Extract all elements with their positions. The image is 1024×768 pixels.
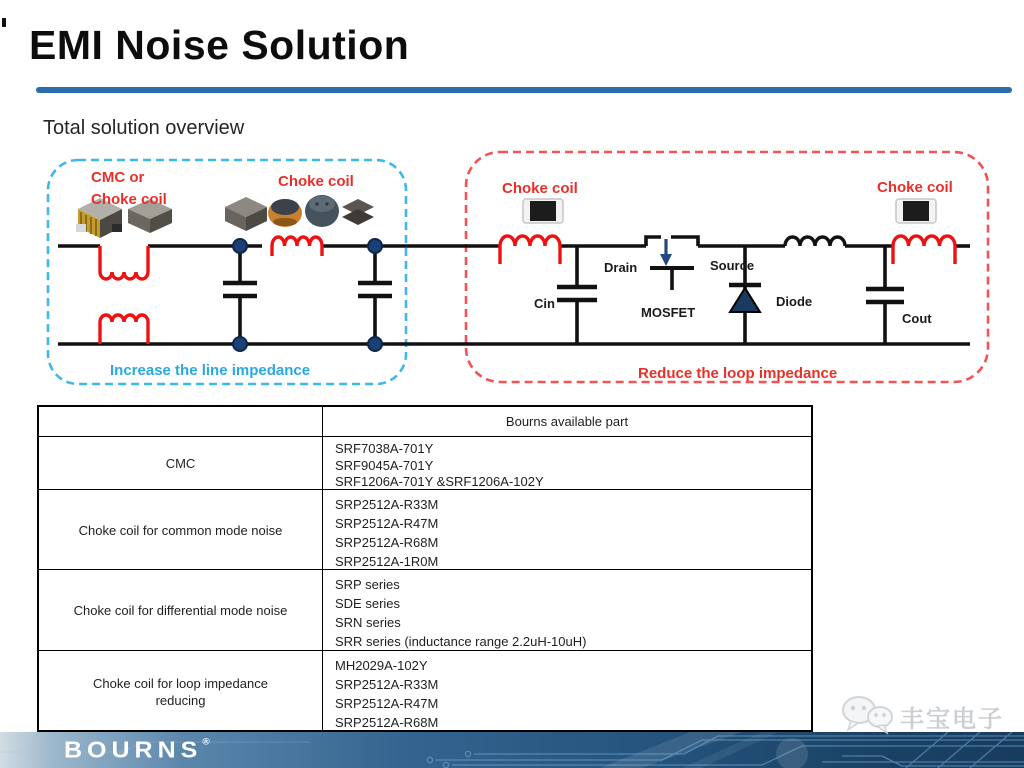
header-cell-parts: Bourns available part — [505, 414, 629, 429]
row-parts-cell: MH2029A-102Y SRP2512A-R33M SRP2512A-R47M SRP2512A-R68M — [335, 658, 439, 730]
emi-circuit-diagram — [0, 140, 1024, 392]
row-parts-cell: SRF7038A-701Y SRF9045A-701Y SRF1206A-701Y &SRF1206A-102Y — [335, 441, 544, 489]
choke-label-input: Choke coil — [502, 180, 578, 197]
round-component-photo — [305, 195, 339, 227]
slide-edge-artifact — [2, 18, 6, 27]
choke-label-output: Choke coil — [877, 179, 953, 196]
choke-component-photo-2 — [225, 197, 267, 231]
cin-cap — [557, 246, 597, 344]
footer-band — [0, 732, 1024, 768]
table-row — [39, 569, 811, 650]
table-row — [39, 489, 811, 569]
mosfet-symbol — [650, 239, 694, 290]
toroid-component-photo — [268, 199, 302, 227]
cout-cap — [866, 246, 904, 344]
source-label: Source — [710, 258, 755, 273]
circuit-rails — [58, 237, 970, 344]
chip-inductor-photo-output — [896, 199, 936, 223]
row-parts-cell: SRP2512A-R33M SRP2512A-R47M SRP2512A-R68M SRP2512A-1R0M — [335, 497, 439, 569]
mosfet-label: MOSFET — [641, 305, 696, 320]
filter-cap-2 — [358, 246, 392, 344]
cmc-symbol — [100, 246, 148, 344]
row-parts-cell: SRP series SDE series SRN series SRR series (inductance range 2.2uH-10uH) — [335, 577, 587, 649]
chip-inductor-photo-input — [523, 199, 563, 223]
choke-symbol-left — [272, 237, 322, 256]
drain-label: Drain — [604, 260, 638, 275]
row-label-cell: Choke coil for loop impedance reducing — [39, 651, 323, 732]
line-impedance-caption: Increase the line impedance — [110, 362, 311, 379]
cmc-label-line2: Choke coil — [91, 191, 167, 208]
stacked-component-photo — [342, 199, 374, 225]
output-inductor-symbol — [785, 237, 845, 246]
header-cell-blank — [39, 407, 323, 436]
loop-impedance-caption: Reduce the loop impedance — [638, 365, 838, 382]
cout-label: Cout — [902, 311, 932, 326]
section-subtitle: Total solution overview — [43, 117, 245, 139]
page-title: EMI Noise Solution — [29, 22, 410, 68]
filter-cap-1 — [223, 246, 257, 344]
watermark-text: 丰宝电子 — [900, 705, 1004, 733]
parts-table-header — [39, 407, 811, 436]
bourns-logo: BOURNS® — [64, 737, 210, 763]
choke-symbol-output — [893, 236, 955, 264]
table-row — [39, 436, 811, 489]
choke-label-left: Choke coil — [278, 173, 354, 190]
table-row — [39, 650, 811, 730]
cmc-label-line1: CMC or — [91, 169, 145, 186]
registered-mark: ® — [202, 737, 210, 748]
diode-label: Diode — [776, 294, 813, 309]
row-label-cell: Choke coil for differential mode noise — [39, 570, 323, 651]
choke-symbol-input — [500, 236, 560, 264]
parts-table — [37, 405, 813, 732]
cin-label: Cin — [534, 296, 555, 311]
row-label-cell: CMC — [39, 437, 323, 491]
row-label-cell: Choke coil for common mode noise — [39, 490, 323, 571]
title-underline — [36, 87, 1012, 93]
